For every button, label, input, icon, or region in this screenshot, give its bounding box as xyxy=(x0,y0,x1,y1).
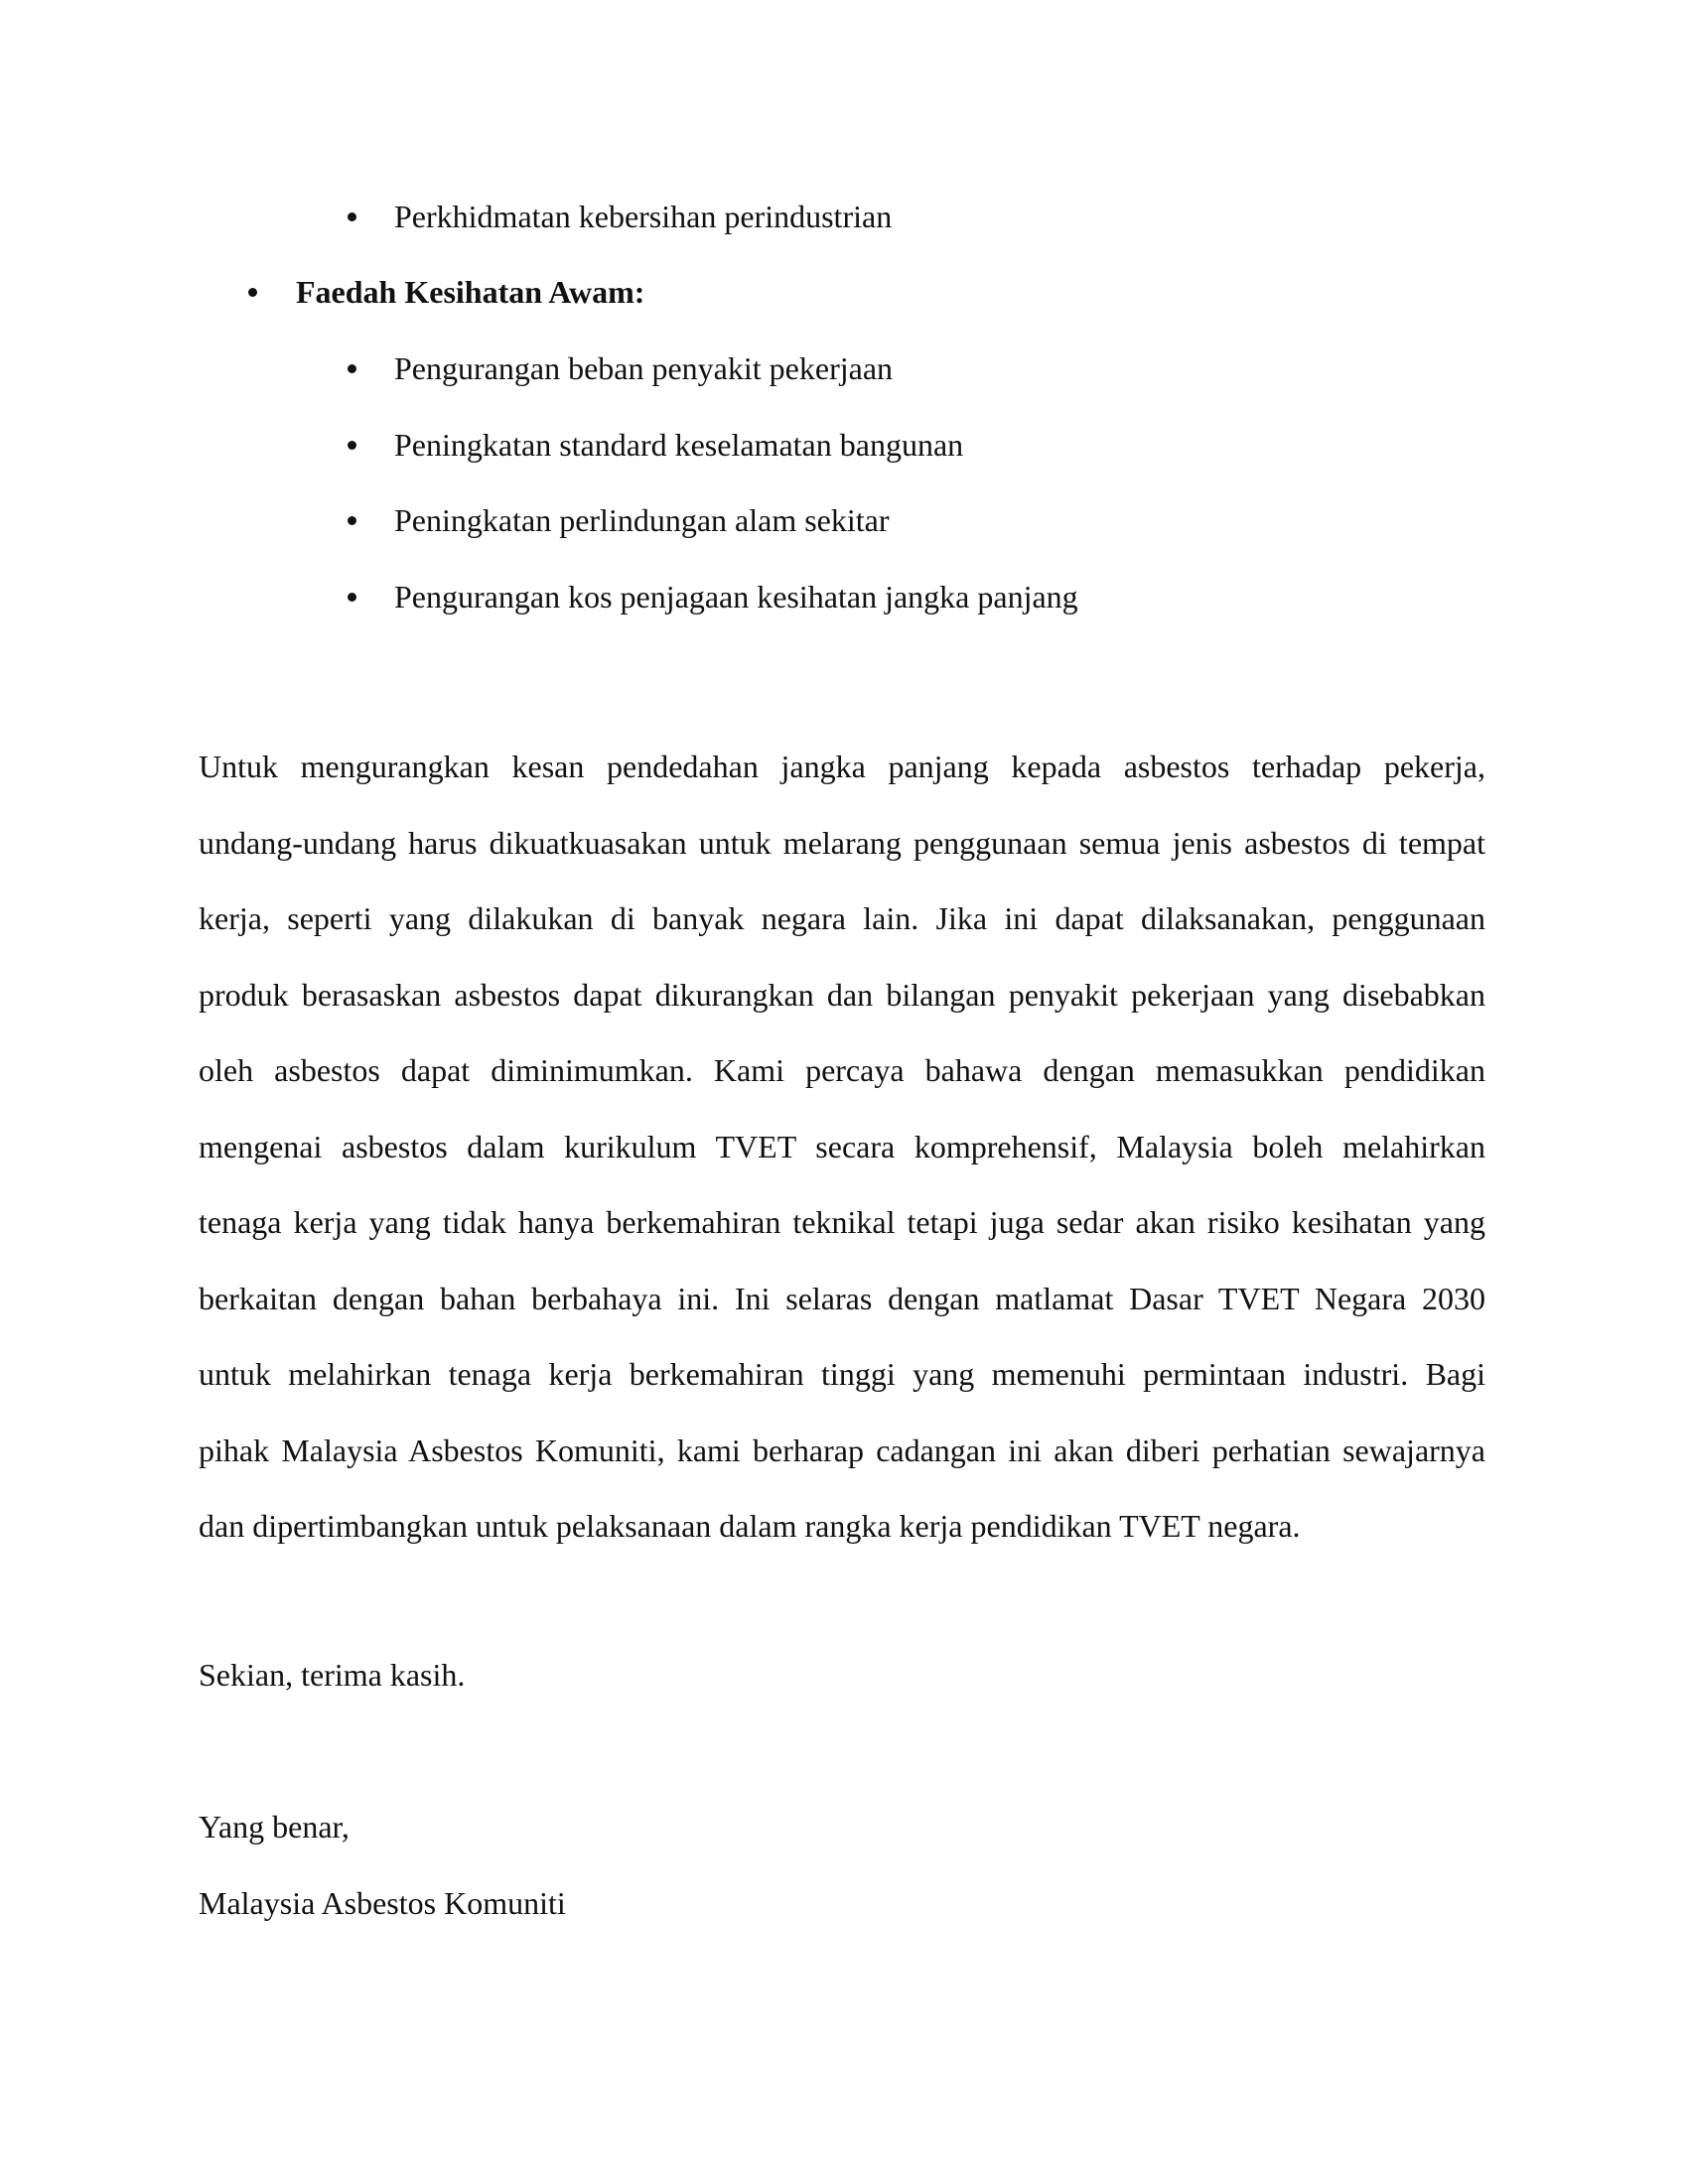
paragraph-line: kerja, seperti yang dilakukan di banyak negara lain. Jika ini dapat dilaksanakan, penggunaan xyxy=(199,900,1485,936)
paragraph-line: tenaga kerja yang tidak hanya berkemahiran teknikal tetapi juga sedar akan risiko kesihatan yang xyxy=(199,1204,1485,1240)
signatory-name: Malaysia Asbestos Komuniti xyxy=(199,1885,566,1921)
paragraph-line: undang-undang harus dikuatkuasakan untuk melarang penggunaan semua jenis asbestos di tempat xyxy=(199,824,1485,861)
bullet-icon xyxy=(348,593,356,602)
list-item: Peningkatan standard keselamatan bangunan xyxy=(394,427,964,463)
paragraph-line: produk berasaskan asbestos dapat dikurangkan dan bilangan penyakit pekerjaan yang disebabkan xyxy=(199,976,1485,1013)
paragraph-line: oleh asbestos dapat diminimumkan. Kami percaya bahawa dengan memasukkan pendidikan xyxy=(199,1052,1485,1088)
list-item: Pengurangan beban penyakit pekerjaan xyxy=(394,350,894,386)
bullet-icon xyxy=(348,516,356,525)
paragraph-line: berkaitan dengan bahan berbahaya ini. Ini selaras dengan matlamat Dasar TVET Negara 2030 xyxy=(199,1280,1485,1316)
bullet-icon xyxy=(348,441,356,450)
paragraph-line: mengenai asbestos dalam kurikulum TVET secara komprehensif, Malaysia boleh melahirkan xyxy=(199,1128,1485,1164)
paragraph-line: pihak Malaysia Asbestos Komuniti, kami berharap cadangan ini akan diberi perhatian sewajarnya xyxy=(199,1432,1485,1468)
closing-signoff: Yang benar, xyxy=(199,1809,350,1844)
list-item: Pengurangan kos penjagaan kesihatan jangka panjang xyxy=(394,579,1078,614)
paragraph-line: untuk melahirkan tenaga kerja berkemahiran tinggi yang memenuhi permintaan industri. Bagi xyxy=(199,1356,1485,1392)
list-item: Peningkatan perlindungan alam sekitar xyxy=(394,502,890,538)
list-item: Perkhidmatan kebersihan perindustrian xyxy=(394,199,893,234)
section-heading: Faedah Kesihatan Awam: xyxy=(296,274,645,310)
bullet-icon xyxy=(348,364,356,373)
paragraph-line: dan dipertimbangkan untuk pelaksanaan dalam rangka kerja pendidikan TVET negara. xyxy=(199,1508,1301,1544)
bullet-icon xyxy=(348,212,356,221)
bullet-icon xyxy=(248,288,257,297)
paragraph-line: Untuk mengurangkan kesan pendedahan jangka panjang kepada asbestos terhadap pekerja, xyxy=(199,749,1485,784)
body-paragraph xyxy=(199,747,1485,1582)
closing-thanks: Sekian, terima kasih. xyxy=(199,1657,466,1693)
